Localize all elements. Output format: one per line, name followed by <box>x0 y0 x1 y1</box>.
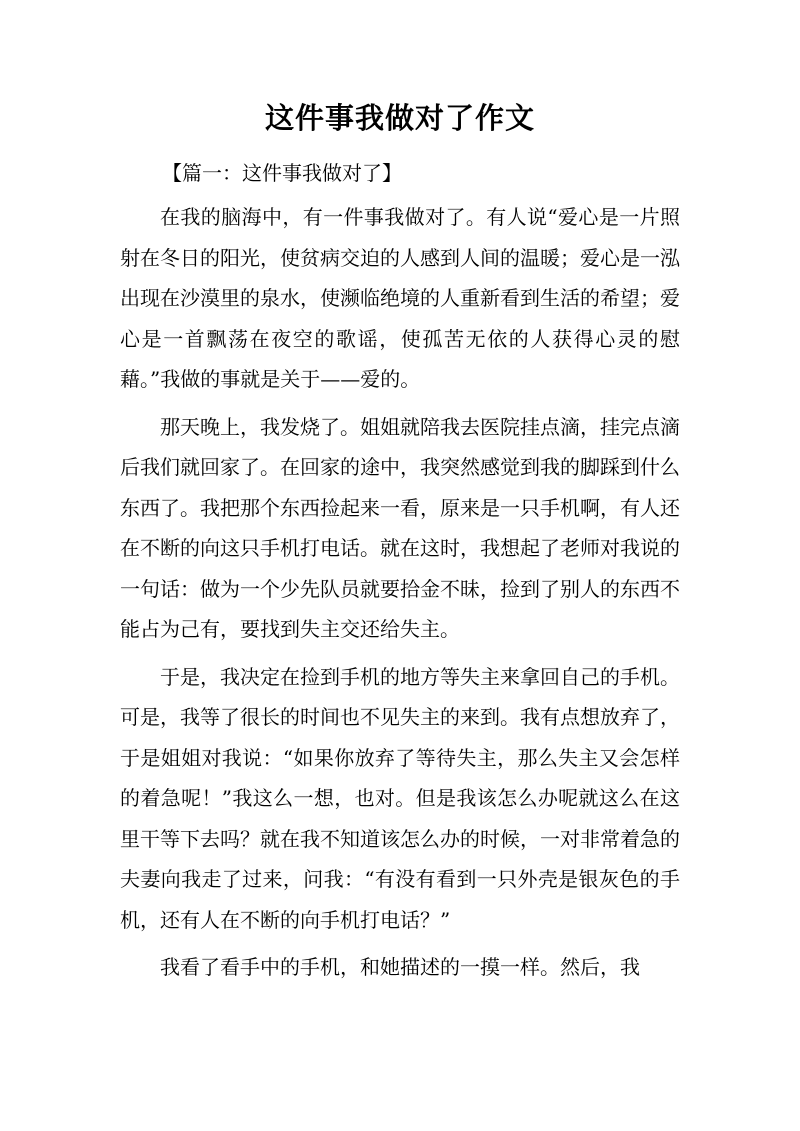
section-heading: 【篇一：这件事我做对了】 <box>162 161 402 185</box>
paragraph-4: 我看了看手中的手机，和她描述的一摸一样。然后，我 <box>160 955 640 979</box>
paragraph-2: 那天晚上，我发烧了。姐姐就陪我去医院挂点滴，挂完点滴后我们就回家了。在回家的途中，我突然感觉到我的脚踩到什么东西了。我把那个东西捡起来一看，原来是一只手机啊，有人还在不断的向这只手机打电话。就在这时，我想起了老师对我说的一句话：做为一个少先队员就要拾金不昧，捡到了别人的东西不能占为己有，要找到失主交还给失主。 <box>120 414 680 641</box>
paragraph-1: 在我的脑海中，有一件事我做对了。有人说“爱心是一片照射在冬日的阳光，使贫病交迫的人感到人间的温暖；爱心是一泓出现在沙漠里的泉水，使濒临绝境的人重新看到生活的希望；爱心是一首飘荡在夜空的歌谣，使孤苦无依的人获得心灵的慰藉。”我做的事就是关于——爱的。 <box>120 205 680 391</box>
document-body <box>120 197 680 995</box>
paragraph-3: 于是，我决定在捡到手机的地方等失主来拿回自己的手机。可是，我等了很长的时间也不见失主的来到。我有点想放弃了，于是姐姐对我说：“如果你放弃了等待失主，那么失主又会怎样的着急呢！”我这么一想，也对。但是我该怎么办呢就这么在这里干等下去吗？就在我不知道该怎么办的时候，一对非常着急的夫妻向我走了过来，问我：“有没有看到一只外壳是银灰色的手机，还有人在不断的向手机打电话？” <box>120 664 680 932</box>
document-title: 这件事我做对了作文 <box>264 101 535 135</box>
